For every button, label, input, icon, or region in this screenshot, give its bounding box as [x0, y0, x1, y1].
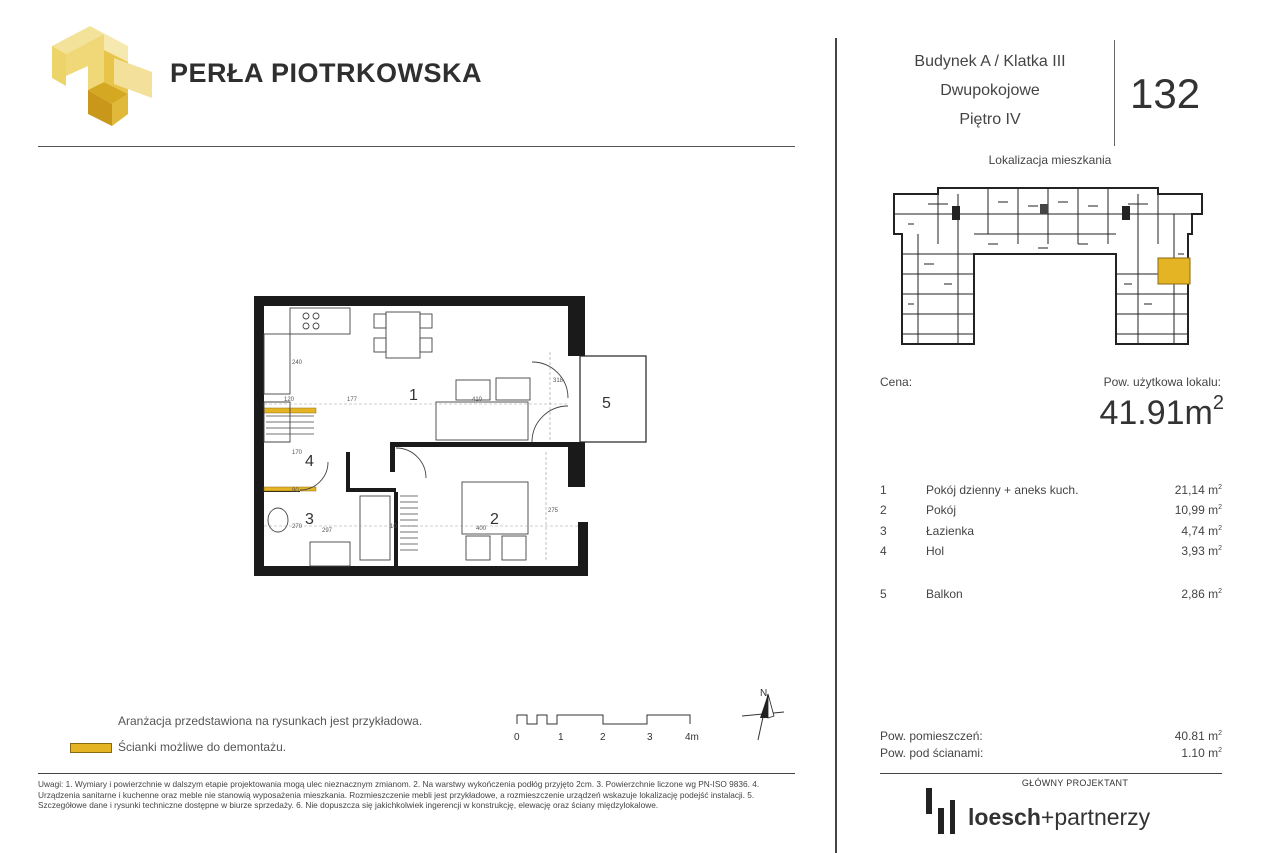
dimension-label: 318 — [553, 378, 564, 384]
floor-plan — [250, 292, 654, 582]
total-row: Pow. pod ścianami: 1.10 $m^2$ — [880, 746, 1222, 760]
header-rule — [38, 146, 795, 147]
room-row: 5 Balkon 2,86 $m^2$ — [880, 587, 1222, 601]
header-divider — [1114, 40, 1115, 146]
plan-room-2: 2 — [490, 511, 499, 528]
vertical-divider — [835, 38, 837, 853]
dimension-label: 270 — [292, 524, 303, 530]
building-label: Budynek A / Klatka III — [914, 53, 1066, 70]
plan-room-4: 4 — [305, 453, 314, 470]
apartment-number: 132 — [1130, 70, 1201, 117]
scale-label: 2 — [600, 732, 606, 743]
loesch-logo-bar — [950, 800, 955, 834]
scale-label: 4m — [685, 732, 699, 743]
dimension-label: 170 — [292, 450, 303, 456]
scale-label: 0 — [514, 732, 520, 743]
room-row: 1 Pokój dzienny + aneks kuch. 21,14 $m^2$ — [880, 483, 1222, 497]
removable-walls-label: Ścianki możliwe do demontażu. — [118, 740, 287, 754]
notes: Uwagi: 1. Wymiary i powierzchnie w dalszym etapie projektowania mogą ulec nieznacznym zmianom. 2. Na warstwy wykończenia podłóg przyjęto 2cm. 3. Powierzchnie liczone wg PN-ISO 9836. 4. Urządzenia sanitarne i kuchenne oraz meble nie stanowią wyposażenia mieszkania. Rozmieszczenie mebli jest przykładowe, a rozmieszczenie urządzeń wskazuje lokalizację podejść instalacji. 5. Szczegółowe dane i rysunki techniczne dostępne w biurze sprzedaży. 6. Nie dopuszcza się jakichkolwiek ingerencji w konstrukcję, elewację oraz ściany międzylokalowe. — [38, 779, 760, 811]
building-key-plan — [888, 184, 1210, 356]
floor-label: Piętro IV — [959, 111, 1021, 128]
removable-walls-swatch — [70, 743, 112, 753]
dimension-label: 400 — [476, 526, 487, 532]
dimension-label: 120 — [284, 397, 295, 403]
plan-room-1: 1 — [409, 387, 418, 404]
project-rule — [880, 773, 1222, 774]
brand-name: PERŁA PIOTRKOWSKA — [170, 58, 482, 88]
usable-area-label: Pow. użytkowa lokalu: — [1103, 375, 1221, 389]
dimension-label: 297 — [322, 528, 333, 534]
plan-room-5: 5 — [602, 395, 611, 412]
total-row: Pow. pomieszczeń: 40.81 $m^2$ — [880, 729, 1222, 743]
arrangement-note: Aranżacja przedstawiona na rysunkach jest przykładowa. — [118, 714, 423, 728]
usable-area-value: $41.91m^2$ — [1099, 392, 1224, 432]
scale-label: 3 — [647, 732, 653, 743]
price-label: Cena: — [880, 375, 913, 389]
north-arrow-icon — [738, 686, 788, 744]
project-label: GŁÓWNY PROJEKTANT — [1021, 778, 1129, 788]
loesch-logo-bar — [938, 808, 944, 834]
dimension-label: 275 — [548, 508, 559, 514]
dimension-label: 177 — [347, 397, 358, 403]
north-label: N — [760, 688, 768, 699]
dimension-label: 90 — [292, 488, 299, 494]
dimension-label: 10 — [390, 524, 397, 530]
brand-logo — [52, 18, 156, 128]
scale-label: 1 — [558, 732, 564, 743]
plan-room-3: 3 — [305, 511, 314, 528]
room-row: 2 Pokój 10,99 $m^2$ — [880, 503, 1222, 517]
notes-rule — [38, 773, 795, 774]
rooms-type-label: Dwupokojowe — [940, 82, 1040, 99]
dimension-label: 410 — [472, 397, 483, 403]
location-label: Lokalizacja mieszkania — [988, 153, 1112, 167]
dimension-label: 240 — [292, 360, 303, 366]
loesch-logo-bar — [926, 788, 932, 814]
room-row: 4 Hol 3,93 $m^2$ — [880, 544, 1222, 558]
room-row: 3 Łazienka 4,74 $m^2$ — [880, 524, 1222, 538]
scale-bar — [515, 712, 695, 726]
design-firm: loesch+partnerzy — [968, 804, 1151, 830]
